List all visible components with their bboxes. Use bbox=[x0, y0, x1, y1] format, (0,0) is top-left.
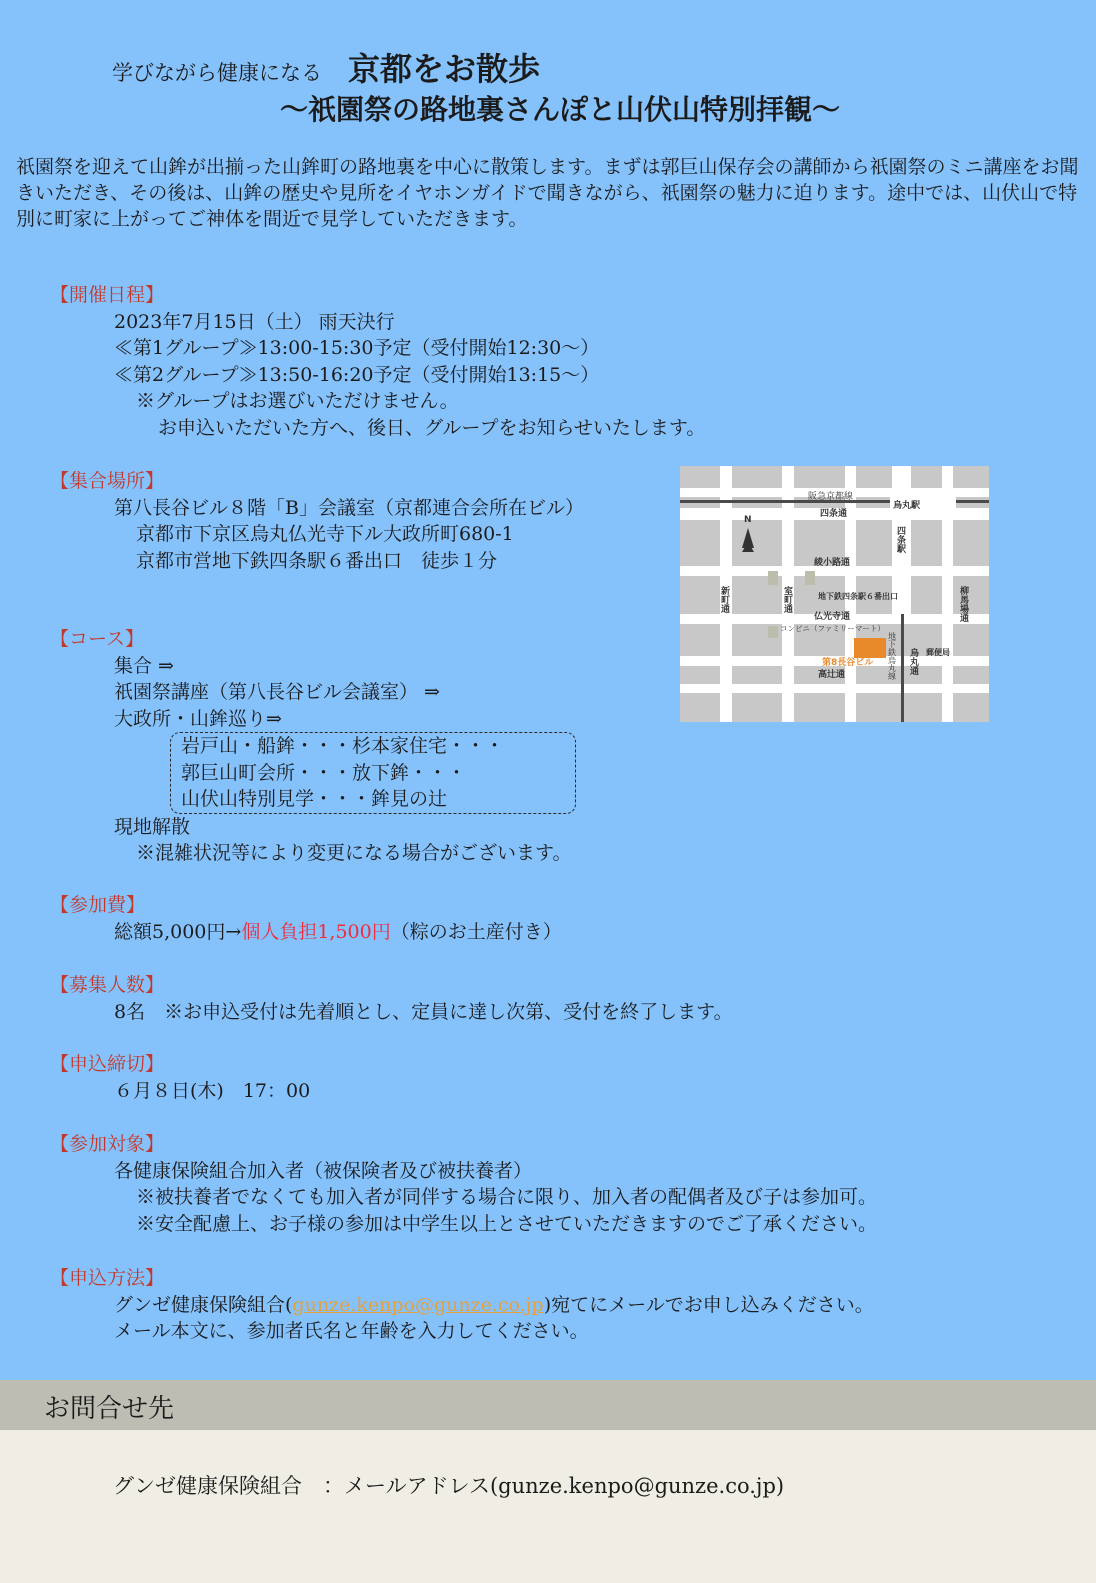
fee-heading: 【参加費】 bbox=[50, 894, 146, 916]
schedule-heading: 【開催日程】 bbox=[50, 284, 165, 306]
target-heading: 【参加対象】 bbox=[50, 1133, 165, 1155]
map-label-railway: 阪急京都線 bbox=[808, 492, 854, 502]
map-label-north: N bbox=[744, 515, 752, 525]
map-label-conveni: コンビニ（ファミリーマート） bbox=[780, 624, 885, 633]
map-label-karasuma-dori: 烏丸通 bbox=[908, 648, 918, 675]
capacity-heading: 【募集人数】 bbox=[50, 974, 165, 996]
map-label-shijo-eki: 四条駅 bbox=[895, 526, 905, 553]
map-label-bukkoji: 仏光寺通 bbox=[814, 612, 851, 622]
target-text: 各健康保険組合加入者（被保険者及び被扶養者） bbox=[114, 1159, 533, 1182]
apply-line2: メール本文に、参加者氏名と年齢を入力してください。 bbox=[114, 1320, 589, 1342]
fee-total: 総額5,000円→ bbox=[114, 920, 242, 943]
schedule-note1: ※グループはお選びいただけません。 bbox=[136, 390, 459, 412]
map-label-karasuma-station: 烏丸駅 bbox=[893, 501, 921, 511]
map-label-muromachi: 室町通 bbox=[782, 586, 792, 613]
map-label-exit6: 地下鉄四条駅６番出口 bbox=[818, 592, 898, 601]
capacity-text: 8名 ※お申込受付は先着順とし、定員に達し次第、受付を終了します。 bbox=[114, 1000, 733, 1023]
schedule-date: 2023年7月15日（土） 雨天決行 bbox=[114, 310, 395, 333]
contact-header bbox=[0, 1380, 1096, 1430]
fee-line bbox=[50, 919, 562, 946]
apply-heading: 【申込方法】 bbox=[50, 1267, 165, 1289]
fee-extra: （粽のお土産付き） bbox=[390, 920, 562, 943]
course-step2: 祇園祭講座（第八長谷ビル会議室） ⇒ bbox=[114, 681, 440, 703]
apply-post: )宛てにメールでお申し込みください。 bbox=[543, 1293, 874, 1316]
schedule-group2: ≪第2グループ≫13:50-16:20予定（受付開始13:15〜） bbox=[114, 363, 600, 386]
apply-email-link[interactable]: gunze.kenpo@gunze.co.jp bbox=[292, 1293, 544, 1316]
course-route-line1: 岩戸山・船鉾・・・杉本家住宅・・・ bbox=[181, 735, 505, 757]
contact-heading: お問合せ先 bbox=[44, 1394, 175, 1424]
schedule-group1: ≪第1グループ≫13:00-15:30予定（受付開始12:30〜） bbox=[114, 337, 600, 359]
map-label-yanaginobanba: 柳馬場通 bbox=[958, 586, 968, 622]
fee-personal: 個人負担1,500円 bbox=[241, 920, 391, 943]
intro-paragraph: 祇園祭を迎えて山鉾が出揃った山鉾町の路地裏を中心に散策します。まずは郭巨山保存会の講師から祇園祭のミニ講座をお聞きいただき、その後は、山鉾の歴史や見所をイヤホンガイドで聞きながら、祇園祭の魅力に迫ります。途中では、山伏山で特別に町家に上がってご神体を間近で見学していただきます。 bbox=[16, 156, 1079, 230]
meeting-place: 第八長谷ビル８階「B」会議室（京都連合会所在ビル） bbox=[114, 496, 584, 519]
target-note2: ※安全配慮上、お子様の参加は中学生以上とさせていただきますのでご了承ください。 bbox=[136, 1212, 878, 1235]
area-map bbox=[680, 466, 989, 722]
course-note: ※混雑状況等により変更になる場合がございます。 bbox=[136, 842, 572, 864]
course-route-line2: 郭巨山町会所・・・放下鉾・・・ bbox=[181, 761, 467, 784]
course-route-box bbox=[170, 732, 576, 814]
course-step1: 集合 ⇒ bbox=[114, 654, 174, 677]
subtitle-lead: 学びながら健康になる bbox=[112, 61, 322, 85]
apply-pre: グンゼ健康保険組合( bbox=[114, 1293, 293, 1316]
target-section bbox=[50, 1131, 877, 1237]
meeting-section bbox=[50, 468, 584, 574]
fee-section bbox=[50, 892, 562, 945]
map-label-takatsuji: 高辻通 bbox=[818, 670, 846, 680]
map-label-shinmachi: 新町通 bbox=[719, 586, 729, 613]
map-label-post: 郵便局 bbox=[926, 648, 950, 657]
contact-body bbox=[0, 1430, 1096, 1583]
page-title-sub: 〜祇園祭の路地裏さんぽと山伏山特別拝観〜 bbox=[280, 93, 841, 126]
apply-section bbox=[50, 1265, 874, 1345]
meeting-address: 京都市下京区烏丸仏光寺下ル大政所町680-1 bbox=[136, 523, 514, 545]
meeting-heading: 【集合場所】 bbox=[50, 470, 165, 492]
apply-line1 bbox=[50, 1292, 874, 1319]
page-subtitle-line bbox=[112, 44, 540, 90]
deadline-heading: 【申込締切】 bbox=[50, 1053, 165, 1075]
building-marker bbox=[854, 638, 886, 658]
capacity-section bbox=[50, 972, 733, 1025]
meeting-access: 京都市営地下鉄四条駅６番出口 徒歩１分 bbox=[136, 549, 498, 572]
deadline-text: ６月８日(木) 17：00 bbox=[114, 1079, 311, 1102]
course-step3: 大政所・山鉾巡り⇒ bbox=[114, 707, 282, 730]
course-step4: 現地解散 bbox=[114, 815, 191, 838]
course-route-line3: 山伏山特別見学・・・鉾見の辻 bbox=[181, 788, 448, 810]
map-label-shijo-dori: 四条通 bbox=[820, 509, 848, 519]
contact-text: グンゼ健康保険組合 ：メールアドレス(gunze.kenpo@gunze.co.jp) bbox=[113, 1474, 785, 1498]
map-label-building: 第8長谷ビル bbox=[822, 658, 874, 668]
map-label-ayanokoji: 綾小路通 bbox=[814, 558, 851, 568]
target-note1: ※被扶養者でなくても加入者が同伴する場合に限り、加入者の配偶者及び子は参加可。 bbox=[136, 1186, 878, 1208]
schedule-note2: お申込いただいた方へ、後日、グループをお知らせいたします。 bbox=[158, 416, 706, 439]
course-section bbox=[50, 626, 576, 867]
course-heading: 【コース】 bbox=[50, 628, 145, 650]
schedule-section bbox=[50, 282, 705, 441]
deadline-section bbox=[50, 1051, 310, 1104]
map-label-subway-line: 地下鉄烏丸線 bbox=[887, 632, 897, 680]
page-title: 京都をお散歩 bbox=[348, 50, 541, 88]
